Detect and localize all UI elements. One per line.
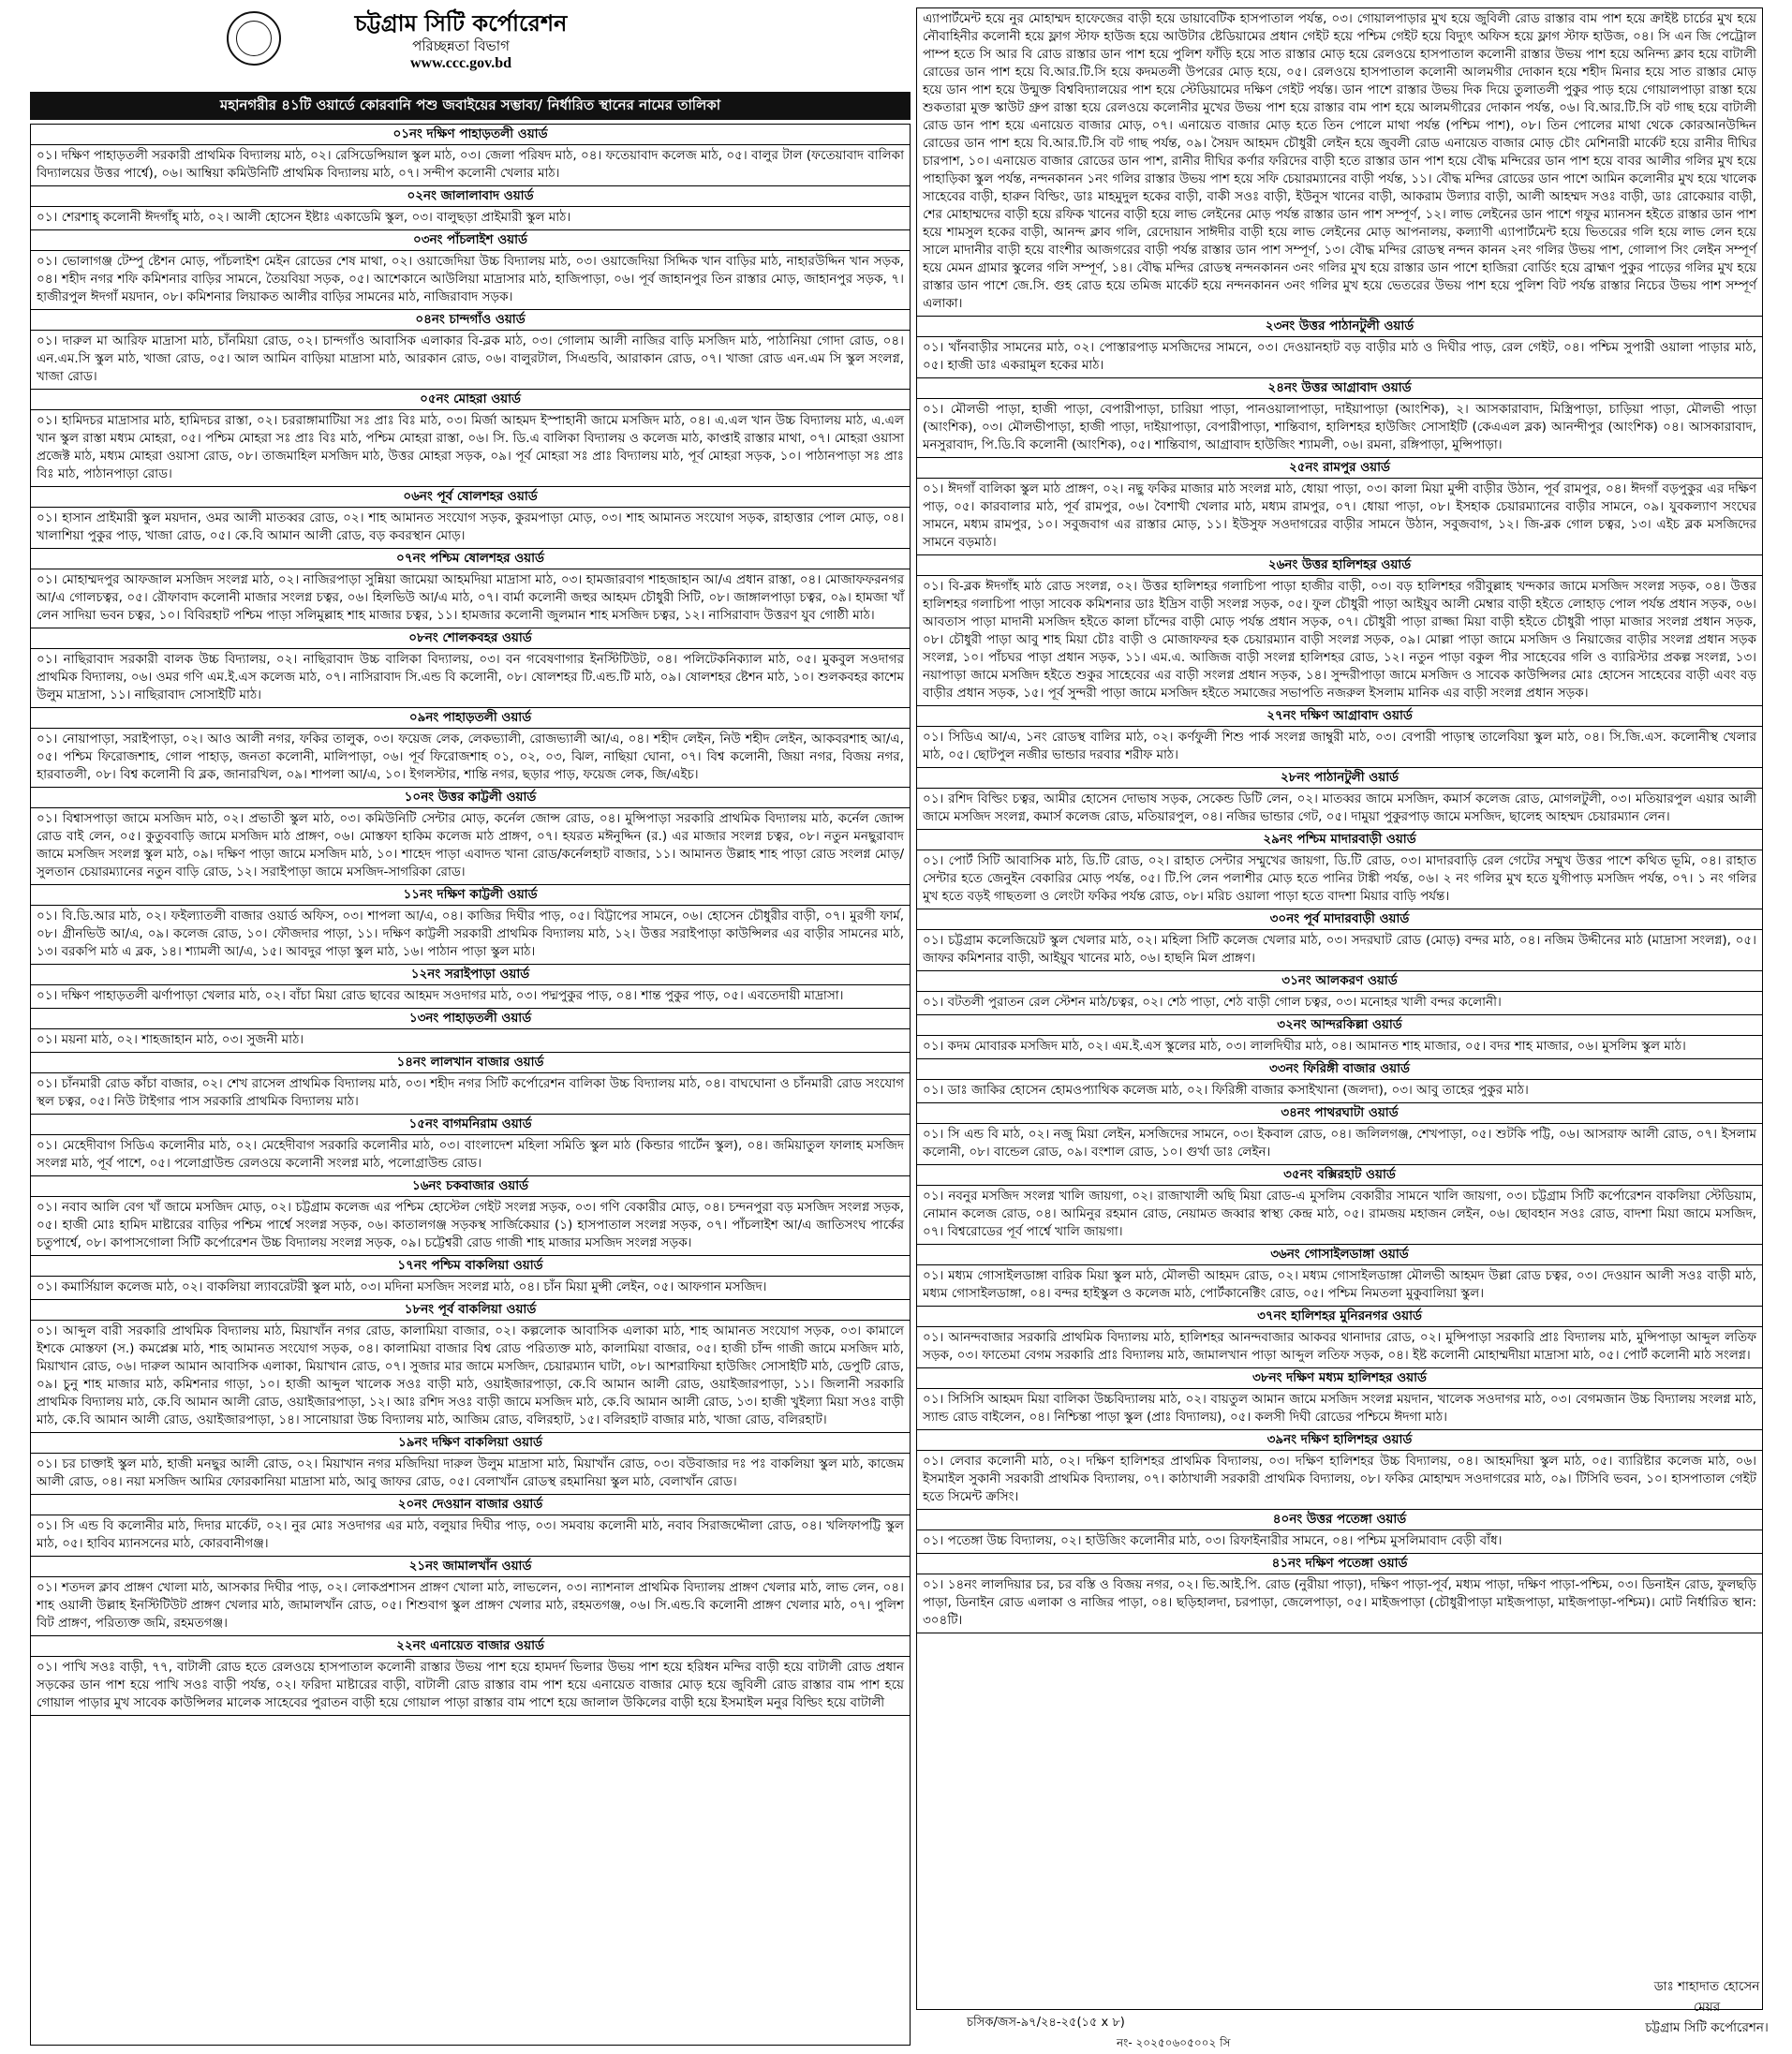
notice-page [30, 7, 1769, 2049]
ward-locations: ০১। কমার্সিয়াল কলেজ মাঠ, ০২। বাকলিয়া ল্যাবরেটরী স্কুল মাঠ, ০৩। মদিনা মসজিদ সংলগ্ন মাঠ, ০৪। চাঁন মিয়া মুন্সী লেইন, ০৫। আফগান মসজিদ। [31, 1277, 910, 1300]
memo-number: চসিক/জস-৯৭/২৪-২৫(১৫ x ৮) [967, 2016, 1125, 2030]
ward-title: ২৬নং উত্তর হালিশহর ওয়ার্ড [917, 555, 1762, 576]
ward-title: ২৭নং দক্ষিণ আগ্রাবাদ ওয়ার্ড [917, 706, 1762, 727]
ward-title: ১১নং দক্ষিণ কাট্টলী ওয়ার্ড [31, 885, 910, 906]
left-column [30, 124, 911, 2046]
ward-title: ৩০নং পূর্ব মাদারবাড়ী ওয়ার্ড [917, 909, 1762, 930]
ward-title: ০৮নং শোলকবহর ওয়ার্ড [31, 628, 910, 649]
ward-locations: ০১। পতেঙ্গা উচ্চ বিদ্যালয়, ০২। হাউজিং কলোনীর মাঠ, ০৩। রিফাইনারীর সামনে, ০৪। পশ্চিম মুসলিমাবাদ বেড়ী বাঁধ। [917, 1530, 1762, 1554]
ward-locations: ০১। সি এন্ড বি মাঠ, ০২। নজু মিয়া লেইন, মসজিদের সামনে, ০৩। ইকবাল রোড, ০৪। জলিলগঞ্জ, শেখপাড়া, ০৫। শুটকি পট্টি, ০৬। আসরাফ আলী রোড, ০৭। ইসলাম কলোনী, ০৮। বান্ডেল রোড, ০৯। বংশাল রোড, ১০। গুর্খা ডাঃ লেইন। [917, 1124, 1762, 1165]
ward-locations: ০১। পোর্ট সিটি আবাসিক মাঠ, ডি.টি রোড, ০২। রাহাত সেন্টার সম্মুখের জায়গা, ডি.টি রোড, ০৩। মাদারবাড়ি রেল গেটের সম্মুখ উত্তর পাশে কথিত ভূমি, ০৪। রাহাত সেন্টার হতে জেনুইন বেকারির মোড় পর্যন্ত, ০৫। টি.পি লেন পলাশীর মোড় হতে পানির টাঙ্কী পর্যন্ত, ০৬। ২ নং গলির মুখ হতে যুগীপাড় মসজিদ পর্যন্ত, ০৭। ১ নং গলির মুখ হতে বড়ই গাছতলা ও লেংটা ফকির পর্যন্ত রোড, ০৮। মরিচ ওয়ালা পাড়া হতে বাদশা মিয়ার বাড়ি পর্যন্ত। [917, 850, 1762, 909]
ward-title: ৩৬নং গোসাইলডাঙ্গা ওয়ার্ড [917, 1245, 1762, 1265]
ward-locations: ০১। মোহাম্মদপুর আফজাল মসজিদ সংলগ্ন মাঠ, ০২। নাজিরপাড়া সুন্নিয়া জামেয়া আহমদিয়া মাদ্রাসা মাঠ, ০৩। হামজারবাগ শাহজাহান আ/এ প্রধান রাস্তা, ০৪। মোজাফফরনগর আ/এ গোলচত্বর, ০৫। রৌফাবাদ কলোনী মাজার সংলগ্ন চত্বর, ০৬। হিলভিউ আ/এ মাঠ, ০৭। বার্মা কলোনী জহুর আহমদ চৌধুরী সিটি, ০৮। জাঙ্গালপাড়া চত্বর, ০৯। হামজা খাঁ লেন সাদিয়া ভবন চত্বর, ১০। বিবিরহাট পশ্চিম পাড়া সলিমুল্লাহ শাহ মাজার চত্বর, ১১। হামজার কলোনী জুলমান শাহ মসজিদ চত্বর, ১২। নাসিরাবাদ উত্তরণ যুব গোষ্ঠী মাঠ। [31, 569, 910, 628]
ward-locations: ০১। চট্টগ্রাম কলেজিয়েট স্কুল খেলার মাঠ, ০২। মহিলা সিটি কলেজ খেলার মাঠ, ০৩। সদরঘাট রোড (মোড়) বন্দর মাঠ, ০৪। নজিম উদ্দীনের মাঠ (মাদ্রাসা সংলগ্ন), ০৫। জাফর কমিশনার বাড়ী, আইয়ুব খানের মাঠ, ০৬। হাছনি মিল প্রাঙ্গণ। [917, 930, 1762, 971]
ward-title: ৩৩নং ফিরিঙ্গী বাজার ওয়ার্ড [917, 1059, 1762, 1080]
ward-title: ৪১নং দক্ষিণ পতেঙ্গা ওয়ার্ড [917, 1554, 1762, 1574]
ward-locations: ০১। দারুল মা আরিফ মাদ্রাসা মাঠ, চাঁনমিয়া রোড, ০২। চান্দগাঁও আবাসিক এলাকার বি-ব্লক মাঠ, ০৩। গোলাম আলী নাজির বাড়ি মসজিদ মাঠ, পাঠানিয়া গোদা রোড, ০৪। এন.এম.সি স্কুল মাঠ, খাজা রোড, ০৫। আল আমিন বাড়িয়া মাদ্রাসা মাঠ, আরকান রোড, ০৬। বালুরটাল, সিএন্ডবি, আরাকান রোড, ০৭। খাজা রোড এন.এম সি স্কুল সংলগ্ন, খাজা রোড। [31, 331, 910, 390]
ward-title: ০৫নং মোহরা ওয়ার্ড [31, 390, 910, 410]
ward-title: ২২নং এনায়েত বাজার ওয়ার্ড [31, 1636, 910, 1657]
ward-title: ২৮নং পাঠানটুলী ওয়ার্ড [917, 768, 1762, 789]
ward-locations: ০১। আনন্দবাজার সরকারি প্রাথমিক বিদ্যালয় মাঠ, হালিশহর আনন্দবাজার আকবর থানাদার রোড, ০২। মুন্সিপাড়া সরকারি প্রাঃ বিদ্যালয় মাঠ, মুন্সিপাড়া আব্দুল লতিফ সড়ক, ০৩। ফাতেমা বেগম সরকারি প্রাঃ বিদ্যালয় মাঠ, জামালখান পাড়া আব্দুল লতিফ সড়ক, ০৪। ইষ্ট কলোনী মোহাম্মদীয়া মাদ্রাসা মাঠ, ০৫। পোর্ট কলোনী মাঠ সংলগ্ন। [917, 1327, 1762, 1368]
ward-locations: ০১। শেরশাহ্ কলোনী ঈদগাঁহ্ মাঠ, ০২। আলী হোসেন ইষ্টাঃ একাডেমি স্কুল, ০৩। বালুছড়া প্রাইমারী স্কুল মাঠ। [31, 207, 910, 230]
ward-locations: ০১। ঈদগাঁ বালিকা স্কুল মাঠ প্রাঙ্গণ, ০২। নছু ফকির মাজার মাঠ সংলগ্ন মাঠ, ধোয়া পাড়া, ০৩। কালা মিয়া মুন্সী বাড়ীর উঠান, পূর্ব রামপুর, ০৪। ঈদগাঁ বড়পুকুর এর দক্ষিণ পাড়, ০৫। কারবালার মাঠ, পূর্ব রামপুর, ০৬। বৈশাখী খেলার মাঠ, মধ্যম রামপুর, ০৭। ধোয়া পাড়া, ০৮। ইসহাক চেয়ারম্যানের বাড়ীর সামনে, ০৯। যুবকল্যাণ সংঘের সামনে, মধ্যম রামপুর, ১০। সবুজবাগ এর রাস্তার মোড়, ১১। ইউসুফ সওদাগরের বাড়ীর সামনে উঠান, সবুজবাগ, ১২। জি-ব্লক গোল চত্বর, ১৩। এইচ ব্লক মসজিদের সামনে বড়মাঠ। [917, 479, 1762, 555]
title-banner: মহানগরীর ৪১টি ওয়ার্ডে কোরবানি পশু জবাইয়ের সম্ভাব্য/ নির্ধারিত স্থানের নামের তালিকা [30, 92, 911, 120]
org-block [292, 9, 629, 73]
ward-locations: ০১। সিডিএ আ/এ, ১নং রোডস্থ বালির মাঠ, ০২। কর্ণফুলী শিশু পার্ক সংলগ্ন জাম্বুরী মাঠ, ০৩। বেপারী পাড়াস্থ তালেবিয়া স্কুল মাঠ, ০৪। সি.জি.এস. কলোনীস্থ খেলার মাঠ, ০৫। ছোটপুল নজীর ভান্ডার দরবার শরীফ মাঠ। [917, 727, 1762, 768]
ward-title: ১২নং সরাইপাড়া ওয়ার্ড [31, 965, 910, 985]
org-name: চট্টগ্রাম সিটি কর্পোরেশন [354, 10, 568, 37]
ward-locations: এ্যাপার্টমেন্ট হয়ে নুর মোহাম্মদ হাফেজের বাড়ী হয়ে ডায়াবেটিক হাসপাতাল পর্যন্ত, ০৩। গোয়ালপাড়ার মুখ হয়ে জুবিলী রোড রাস্তার বাম পাশ হয়ে ক্রাইষ্ট চার্চের মুখ হয়ে নৌবাহিনীর কলোনী হয়ে ফ্লাগ স্টাফ হাউজ হয়ে আউটার ষ্টেডিয়ামের প্রধান গেইট হয়ে পশ্চিম গেইট হয়ে বিদ্যুৎ অফিস হয়ে ফ্লাগ স্টাফ হাউজ, ০৪। সি এন জি পেট্রোল পাম্প হতে সি আর বি রোড রাস্তার ডান পাশ হয়ে পুলিশ ফাঁড়ি হয়ে সাত রাস্তার মোড় হয়ে রেলওয়ে হাসপাতাল কলোনী রাস্তার উভয় পাশ হয়ে অনিন্দ্য ক্লাব হয়ে বাটালী রোডের ডান পাশ হয়ে বি.আর.টি.সি হয়ে কদমতলী উপরের মোড় হয়ে, ০৫। রেলওয়ে হাসপাতাল কলোনী আলমগীর দোকান হয়ে শহীদ মিনার হয়ে সাত রাস্তার মোড় হয়ে ডান পাশ হয়ে উন্মুক্ত বিশ্ববিদ্যালয়ের পাশ হয়ে স্টেডিয়ামের দক্ষিণ গেইট পর্যন্ত। ডান পাশে রাস্তার উভয় দিক দিয়ে তুলাতলী পুকুর পাড় হয়ে গোয়ালপাড়া রাস্তা হয়ে শুকতারা মুক্ত স্কাউট গ্রুপ রাস্তা হয়ে রেলওয়ে কলোনীর মুখের উভয় পাশ হয়ে রাস্তার বাম পাশ হয়ে আলমগীরের দোকান পর্যন্ত, ০৬। বি.আর.টি.সি বট গাছ হয়ে বাটালী রোড ডান পাশ হয়ে এনায়েত বাজার মোড়, ০৭। এনায়েত বাজার মোড় হতে তিন পোলে মাথা পর্যন্ত (পশ্চিম পাশ), ০৮। তিন পোলের মাথা থেকে কোরআনউদ্দিন রোডের ডান পাশ হয়ে বি.আর.টি.সি বট গাছ পর্যন্ত, ০৯। সৈয়দ আহমদ চৌধুরী লেইন হয়ে জুবলী রোড এনায়েত বাজার মোড় চৌং মেশিনারী মার্কেট হয়ে রানীর দীঘির চারপাশ, ১০। এনায়েত বাজার রোডের ডান পাশ, রানীর দীঘির কর্ণার ফরিদের বাড়ী হতে রাস্তার ডান পাশ হয়ে বৌদ্ধ মন্দিরের ডান পাশ হয়ে বাবর আলীর গলির মুখ হয়ে পাহাড়িকা স্কুল পর্যন্ত, নন্দনকানন ১নং গলির রাস্তার উভয় পাশ হয়ে সফি চেয়ারম্যানের বাড়ী পর্যন্ত, ১১। বৌদ্ধ মন্দির রোডের ডান পাশে আমিন কলোনীর মুখ হয়ে খালেক সাহেবের বাড়ী, হারুন বিল্ডিং, ডাঃ মাহমুদুল হকের বাড়ী, বাকী সওঃ বাড়ী, ইউনুস খানের বাড়ী, আকরাম উল্যার বাড়ী, আলী আহম্মদ সওঃ বাড়ী, ডাঃ রোকেয়ার বাড়ী, শের মোহাম্মদের বাড়ী হয়ে রফিক খানের বাড়ী হয়ে লাভ লেইনের মোড় পর্যন্ত রাস্তার ডান পাশ সম্পূর্ণ, ১২। লাভ লেইনের ডান পাশে গফুর ম্যানসন হইতে রাস্তার ডান পাশ হয়ে শামসুল হকের বাড়ী, আনন্দ ক্লাব গলি, রেদোয়ান সাঈদীর বাড়ী হয়ে লাভ লেইনের মোড় আপনালয়, কল্যাণী এ্যাপার্টমেন্ট হয়ে ভিতরের গলি হয়ে লাভ লেন হয়ে সালে মাদানীর বাড়ী হয়ে বাংশীর আজগরের বাড়ী পর্যন্ত রাস্তার ডান পাশ সম্পূর্ণ, ১৩। বৌদ্ধ মন্দির রোডস্থ নন্দন কানন ২নং গলির উভয় পাশ, গোলাপ সিং লেইন সম্পূর্ণ হয়ে মেমন গ্রামার স্কুলের গলি সম্পূর্ণ, ১৪। বৌদ্ধ মন্দির রোডস্থ নন্দনকানন ৩নং গলির মুখ হয়ে রাস্তার ডান পাশে হাজিরা বোর্ডিং হয়ে ব্রাহ্মণ পুকুর পাড়ের গলির মুখ হয়ে রাস্তার ডান পাশে জে.সি. গুহ রোড হয়ে তমিজ মার্কেট হয়ে নন্দনকানন ৩নং গলির মুখ হয়ে ভেতরের উভয় পাশ হয়ে পুলিশ বিট পর্যন্ত রাস্তার নিচের উভয় পাশ সম্পূর্ণ এলাকা। [917, 8, 1762, 317]
city-corporation-seal-icon [227, 11, 281, 66]
ward-locations: ০১। দক্ষিণ পাহাড়তলী ঝর্ণাপাড়া খেলার মাঠ, ০২। বাঁচা মিয়া রোড ছাবের আহমদ সওদাগর মাঠ, ০৩। পদ্মপুকুর পাড়, ০৪। শান্ত পুকুর পাড়, ০৫। এবতেদায়ী মাদ্রাসা। [31, 985, 910, 1009]
department-name: পরিচ্ছন্নতা বিভাগ [412, 37, 510, 54]
ward-locations: ০১। বি.ডি.আর মাঠ, ০২। ফইল্যাতলী বাজার ওয়ার্ড অফিস, ০৩। শাপলা আ/এ, ০৪। কাজির দিঘীর পাড়, ০৫। বিট্টাপের সামনে, ০৬। হোসেন চৌধুরীর বাড়ী, ০৭। মুরগী ফার্ম, ০৮। গ্রীনভিউ আ/এ, ০৯। কলেজ রোড, ১০। ফৌজদার পাড়া, ১১। দক্ষিণ কাট্টলী সরকারী প্রাথমিক বিদ্যালয় মাঠ, ১২। উত্তর সরাইপাড়া কাউন্সিলর এর বাড়ীর সামনের মাঠ, ১৩। বরকপি মাঠ এ ব্লক, ১৪। শ্যামলী আ/এ, ১৫। আবদুর পাড়া স্কুল মাঠ, ১৬। পাঠান পাড়া স্কুল মাঠ। [31, 906, 910, 965]
ward-locations: ০১। খাঁনবাড়ীর সামনের মাঠ, ০২। পোস্তারপাড় মসজিদের সামনে, ০৩। দেওয়ানহাট বড় বাড়ীর মাঠ ও দিঘীর পাড়, রেল গেইট, ০৪। পশ্চিম সুপারী ওয়ালা পাড়ার মাঠ, ০৫। হাজী ডাঃ একরামুল হকের মাঠ। [917, 337, 1762, 378]
ward-locations: ০১। হামিদচর মাদ্রাসার মাঠ, হামিদচর রাস্তা, ০২। চররাঙ্গামাটিয়া সঃ প্রাঃ বিঃ মাঠ, ০৩। মির্জা আহমদ ইস্পাহানী জামে মসজিদ মাঠ, ০৪। এ.এল খান উচ্চ বিদ্যালয় মাঠ, এ.এল খান স্কুল রাস্তা মধ্যম মোহরা, ০৫। পশ্চিম মোহরা সঃ প্রাঃ বিঃ মাঠ, পশ্চিম মোহরা রাস্তা, ০৬। সি. ডি.এ বালিকা বিদ্যালয় ও কলেজ মাঠ, কাপ্তাই রাস্তার মাথা, ০৭। মোহরা ওয়াসা প্রজেক্ট মাঠ, মধ্যম মোহরা ওয়াসা রোড, ০৮। তাজমাহিল মসজিদ মাঠ, উত্তর মোহরা সড়ক, ০৯। পূর্ব মোহরা সঃ প্রাঃ বিদ্যালয় মাঠ, পূর্ব মোহরা সড়ক, ১০। পাঠানপাড়া সঃ প্রাঃ বিঃ মাঠ, পাঠানপাড়া রোড। [31, 410, 910, 487]
ward-title: ০৬নং পূর্ব ষোলশহর ওয়ার্ড [31, 487, 910, 508]
ward-title: ২৩নং উত্তর পাঠানটুলী ওয়ার্ড [917, 317, 1762, 337]
ward-locations: ০১। ময়না মাঠ, ০২। শাহজাহান মাঠ, ০৩। সুজনী মাঠ। [31, 1029, 910, 1053]
ward-title: ০৭নং পশ্চিম ষোলশহর ওয়ার্ড [31, 549, 910, 569]
ward-locations: ০১। বি-ব্লক ঈদগাঁহ মাঠ রোড সংলগ্ন, ০২। উত্তর হালিশহর গলাচিপা পাড়া হাজীর বাড়ী, ০৩। বড় হালিশহর গরীবুল্লাহ খন্দকার জামে মসজিদ সংলগ্ন সড়ক, ০৪। উত্তর হালিশহর গলাচিপা পাড়া সাবেক কমিশনার ডাঃ ইদ্রিস বাড়ী সংলগ্ন সড়ক, ০৫। ফুল চৌধুরী পাড়া আইয়ুব আলী মেম্বার বাড়ী হইতে লোহাড় পোল পর্যন্ত প্রধান সড়ক, ০৬। আবতাস পাড়া মাদানী মসজিদ হইতে কালা চাঁন্দের বাড়ী মোড় পর্যন্ত প্রধান সড়ক, ০৭। চৌধুরী পাড়া রাজ্জা মিয়া বাড়ী হইতে চৌধুরী পাড়া মাজার সংলগ্ন প্রধান সড়ক, ০৮। চৌধুরী পাড়া আবু শাহ মিয়া চৌঃ বাড়ী ও মোজাফফর হক চেয়ারম্যান বাড়ী সংলগ্ন সড়ক, ০৯। মোল্লা পাড়া জামে মসজিদ ও নিয়াজের বাড়ীর সংলগ্ন প্রধান সড়ক সংলগ্ন, ১০। পাঁচঘর পাড়া প্রধান সড়ক, ১১। এম.এ. আজিজ বাড়ী সংলগ্ন হালিশহর রোড, ১২। নতুন পাড়া বকুল পীর সাহেবের গলি ও ব্যারিস্টার প্রকল্প সংলগ্ন, ১৩। নয়াপাড়া জামে মসজিদ হইতে শুকুর সাহেবের এর বাড়ী সংলগ্ন প্রধান সড়ক, ১৪। সুন্দরীপাড়া জামে মসজিদ ও সাবেক কাউন্সিলর মোঃ হোসেন সাহেবের বাড়ী এবং বড় বাড়ীর প্রধান সড়ক, ১৫। পূর্ব সুন্দরী পাড়া জামে মসজিদ হইতে সমাজের সভাপতি নজরুল ইসলাম মানিক এর বাড়ী সংলগ্ন প্রধান সড়ক। [917, 576, 1762, 706]
ward-title: ০২নং জালালাবাদ ওয়ার্ড [31, 186, 910, 207]
ward-title: ৩৯নং দক্ষিণ হালিশহর ওয়ার্ড [917, 1430, 1762, 1451]
ward-locations: ০১। সিসিসি আহমদ মিয়া বালিকা উচ্চবিদ্যালয় মাঠ, ০২। বায়তুল আমান জামে মসজিদ সংলগ্ন ময়দান, খালেক সওদাগর মাঠ, ০৩। বেগমজান উচ্চ বিদ্যালয় সংলগ্ন মাঠ, স্যান্ড রোড বাইলেন, ০৪। নিশ্চিন্তা পাড়া স্কুল (প্রাঃ বিদ্যালয়), ০৫। কলসী দিঘী রোডের পশ্চিমে ঈদগা মাঠ। [917, 1389, 1762, 1430]
ward-title: ৩৫নং বক্সিরহাট ওয়ার্ড [917, 1165, 1762, 1186]
ward-title: ৩২নং আন্দরকিল্লা ওয়ার্ড [917, 1015, 1762, 1036]
ward-title: ১৮নং পূর্ব বাকলিয়া ওয়ার্ড [31, 1300, 910, 1321]
ward-locations: ০১। চর চাক্তাই স্কুল মাঠ, হাজী মনছুর আলী রোড, ০২। মিয়াখান নগর মজিদিয়া দারুল উলুম মাদ্রাসা মাঠ, মিয়াখাঁন রোড, ০৩। বউবাজার দঃ পঃ বাকলিয়া স্কুল মাঠ, কাজেম আলী রোড, ০৪। নয়া মসজিদ আমির ফোরকানিয়া মাদ্রাসা মাঠ, আবু জাফর রোড, ০৫। বেলাখাঁন রোডস্থ রহমানিয়া স্কুল মাঠ, বেলাখাঁন রোড। [31, 1454, 910, 1495]
ward-title: ১৭নং পশ্চিম বাকলিয়া ওয়ার্ড [31, 1256, 910, 1277]
ward-title: ১৫নং বাগমনিরাম ওয়ার্ড [31, 1115, 910, 1135]
ward-locations: ০১। ডাঃ জাকির হোসেন হোমওপ্যাথিক কলেজ মাঠ, ০২। ফিরিঙ্গী বাজার কসাইখানা (জলদা), ০৩। আবু তাহের পুকুর মাঠ। [917, 1080, 1762, 1103]
ward-locations: ০১। সি এন্ড বি কলোনীর মাঠ, দিদার মার্কেট, ০২। নুর মোঃ সওদাগর এর মাঠ, বলুয়ার দিঘীর পাড়, ০৩। সমবায় কলোনী মাঠ, নবাব সিরাজদ্দৌলা রোড, ০৪। খলিফাপট্টি স্কুল মাঠ, ০৫। হাবিব ম্যানসনের মাঠ, কোরবানীগঞ্জ। [31, 1515, 910, 1557]
ward-title: ১৩নং পাহাড়তলী ওয়ার্ড [31, 1009, 910, 1029]
header [30, 7, 911, 113]
ward-locations: ০১। হাসান প্রাইমারী স্কুল ময়দান, ওমর আলী মাতব্বর রোড, ০২। শাহ আমানত সংযোগ সড়ক, কুরমপাড়া মোড়, ০৩। শাহ আমানত সংযোগ সড়ক, রাহাত্তার পোল মোড়, ০৪। খালাশিয়া পুকুর পাড়, খাজা রোড, ০৫। কে.বি আমান আলী রোড, বড় কবরস্থান মোড়। [31, 508, 910, 549]
ward-locations: ০১। নবাব আলি বেগ খাঁ জামে মসজিদ মোড়, ০২। চট্টগ্রাম কলেজ এর পশ্চিম হোস্টেল গেইট সংলগ্ন সড়ক, ০৩। গণি বেকারীর মোড়, ০৪। চন্দনপুরা বড় মসজিদ সংলগ্ন সড়ক, ০৫। হাজী মোঃ হামিদ মাষ্টারের বাড়ির পশ্চিম পার্শ্বে সংলগ্ন সড়ক, ০৬। কাতালগঞ্জ সড়কস্থ সার্জিকেয়ার (১) হাসপাতাল সংলগ্ন সড়ক, ০৭। পাঁচলাইশ আ/এ জাতিসংঘ পার্কের চতুপার্শ্বে, ০৮। কাপাসগোলা সিটি কর্পোরেশন উচ্চ বিদ্যালয় সংলগ্ন সড়ক, ০৯। চট্টেশ্বরী রোড গাজী শাহ মাজার মসজিদ সংলগ্ন সড়ক। [31, 1197, 910, 1256]
ward-title: ০৪নং চান্দগাঁও ওয়ার্ড [31, 310, 910, 331]
signer-name: ডাঃ শাহাদাত হোসেন [1653, 1979, 1760, 1994]
ward-locations: ০১। মধ্যম গোসাইলডাঙ্গা বারিক মিয়া স্কুল মাঠ, মৌলভী আহমদ রোড, ০২। মধ্যম গোসাইলডাঙ্গা মৌলভী আহমদ উল্লা রোড চত্বর, ০৩। দেওয়ান আলী সওঃ বাড়ী মাঠ, মধ্যম গোসাইলডাঙ্গা, ০৪। বন্দর হাইস্কুল ও কলেজ মাঠ, পোর্টকানেক্টিং রোড, ০৫। পশ্চিম নিমতলা মুকুবালিয়া স্কুল। [917, 1265, 1762, 1307]
ward-title: ২৪নং উত্তর আগ্রাবাদ ওয়ার্ড [917, 378, 1762, 399]
ward-title: ৪০নং উত্তর পতেঙ্গা ওয়ার্ড [917, 1510, 1762, 1530]
signature-block [1613, 1976, 1792, 2038]
ward-title: ৩১নং আলকরণ ওয়ার্ড [917, 971, 1762, 992]
ward-title: ২৯নং পশ্চিম মাদারবাড়ী ওয়ার্ড [917, 830, 1762, 850]
signer-title: মেয়র [1693, 2000, 1721, 2015]
ward-locations: ০১। চাঁনমারী রোড কাঁচা বাজার, ০২। শেখ রাসেল প্রাথমিক বিদ্যালয় মাঠ, ০৩। শহীদ নগর সিটি কর্পোরেশন বালিকা উচ্চ বিদ্যালয় মাঠ, ০৪। বাঘঘোনা ও চাঁনমারী রোড সংযোগ স্থল চত্বর, ০৫। নিউ টাইগার পাস সরকারি প্রাথমিক বিদ্যালয় মাঠ। [31, 1073, 910, 1115]
ward-title: ০৩নং পাঁচলাইশ ওয়ার্ড [31, 230, 910, 251]
ward-locations: ০১। বিশ্বাসপাড়া জামে মসজিদ মাঠ, ০২। প্রভাতী স্কুল মাঠ, ০৩। কমিউনিটি সেন্টার মোড়, কর্নেল জোন্স রোড, ০৪। মুন্সিপাড়া সরকারি প্রাথমিক বিদ্যালয় মাঠ, কর্নেল জোন্স রোড বাই লেন, ০৫। কুতুববাড়ি জামে মসজিদ মাঠ প্রাঙ্গণ, ০৬। মোস্তফা হাকিম কলেজ মাঠ প্রাঙ্গণ, ০৭। হযরত মঈনুদ্দিন (র.) এর মাজার সংলগ্ন চত্বর, ০৮। নতুন মনছুরাবাদ জামে মসজিদ সংলগ্ন স্কুল মাঠ, ০৯। দক্ষিণ পাড়া জামে মসজিদ মাঠ, ১০। শাহেদ পাড়া এবাদত খানা রোড/কর্নেলহাট বাজার, ১১। আমানত উল্লাহ শাহ পাড়া রোড সংলগ্ন মোড়/সুলতান চেয়ারম্যানের নতুন বাড়ি রোড, ১২। সরাইপাড়া জামে মসজিদ-সাগরিকা রোড। [31, 808, 910, 885]
ward-locations: ০১। নবনুর মসজিদ সংলগ্ন খালি জায়গা, ০২। রাজাখালী অছি মিয়া রোড-এ মুসলিম বেকারীর সামনে খালি জায়গা, ০৩। চট্টগ্রাম সিটি কর্পোরেশন বাকলিয়া স্টেডিয়াম, নোমান কলেজ রোড, ০৪। আমিনুর রহমান রোড, নেয়ামত জব্বার স্বাস্থ্য কেন্দ্র মাঠ, ০৫। রামজয় মহাজন লেইন, ০৬। ছোবহান সওঃ রোড, বাদশা মিয়া জামে মসজিদ, ০৭। বিশ্বরোডের পূর্ব পার্শ্বে খালি জায়গা। [917, 1186, 1762, 1245]
ward-locations: ০১। আব্দুল বারী সরকারি প্রাথমিক বিদ্যালয় মাঠ, মিয়াখাঁন নগর রোড, কালামিয়া বাজার, ০২। কল্পলোক আবাসিক এলাকা মাঠ, শাহ আমানত সংযোগ সড়ক, ০৩। কামালে ইশকে মোস্তফা (স.) কমপ্লেক্স মাঠ, শাহ আমানত সংযোগ সড়ক, ০৪। কালামিয়া বাজার বিশ্ব রোড পরিত্যক্ত মাঠ, কালামিয়া বাজার, ০৫। হাজী চাঁন্দ গাজী জামে মসজিদ মাঠ, মিয়াখান রোড, ০৬। দারুল আমান আবাসিক এলাকা, মিয়াখান রোড, ০৭। সুজার মার জামে মসজিদ, চেয়ারম্যান ঘাটা, ০৮। আশরাফিয়া হাউজিং সোসাইটি মাঠ, ডেপুটি রোড, ০৯। চুনু শাহ মাজার মাঠ, কমিশনার গাড়া, ১০। হাজী আব্দুল খালেক সওঃ বাড়ী মাঠ, ওয়াইজারপাড়া, কে.বি আমান আলী রোড, ওয়াইজারপাড়া, ১১। জিলানী সরকারি প্রাথমিক বিদ্যালয় মাঠ, কে.বি আমান আলী রোড, ওয়াইজারপাড়া, ১২। আঃ রশিদ সওঃ বাড়ী জামে মসজিদ মাঠ, কে.বি আমান আলী রোড, ১৩। হাজী খুইল্যা মিয়া সওঃ বাড়ী মাঠ, কে.বি আমান আলী রোড, ওয়াইজারপাড়া, ১৪। সানোয়ারা উচ্চ বিদ্যালয় মাঠ, আজিম রোড, বলিরহাট, ১৫। বলিরহাট বাজার মাঠ, খাজা রোড, বলিরহাট। [31, 1321, 910, 1433]
ward-title: ১৬নং চকবাজার ওয়ার্ড [31, 1176, 910, 1197]
ward-locations: ০১। নোয়াপাড়া, সরাইপাড়া, ০২। আও আলী নগর, ফকির তালুক, ০৩। ফয়েজ লেক, লেকভ্যালী, রোজভ্যালী আ/এ, ০৪। শহীদ লেইন, নিউ শহীদ লেইন, আকবরশাহ আ/এ, ০৫। পশ্চিম ফিরোজশাহ, গোল পাহাড়, জনতা কলোনী, মালিপাড়া, ০৬। পূর্ব ফিরোজশাহ ০১, ০২, ০৩, ঝিল, নাছিয়া ঘোনা, ০৭। বিশ্ব কলোনী, জিয়া নগর, বিজয় নগর, হারবাতলী, ০৮। বিশ্ব কলোনী বি ব্লক, জানারখিল, ০৯। শাপলা আ/এ, ১০। ইগলস্টার, শান্তি নগর, ছড়ার পাড়, ফয়েজ লেক, জি/এইচ। [31, 729, 910, 788]
ward-title: ৩৭নং হালিশহর মুনিরনগর ওয়ার্ড [917, 1307, 1762, 1327]
ward-locations: ০১। নাছিরাবাদ সরকারী বালক উচ্চ বিদ্যালয়, ০২। নাছিরাবাদ উচ্চ বালিকা বিদ্যালয়, ০৩। বন গবেষণাগার ইনস্টিটিউট, ০৪। পলিটেকনিক্যাল মাঠ, ০৫। মুকবুল সওদাগর প্রাথমিক বিদ্যালয়, ০৬। ওমর গণি এম.ই.এস কলেজ মাঠ, ০৭। নাসিরাবাদ সি.এন্ড বি কলোনী, ০৮। ষোলশহর টি.এন্ড.টি মাঠ, ০৯। ষোলশহর ষ্টেশন মাঠ, ১০। শুলকবহর কাশেম উলুম মাদ্রাসা, ১১। নাছিরাবাদ সোসাইটি মাঠ। [31, 649, 910, 708]
ward-title: ২১নং জামালখাঁন ওয়ার্ড [31, 1557, 910, 1577]
ward-locations: ০১। ভোলাগঞ্জ টেম্পু ষ্টেশন মোড়, পাঁচলাইশ মেইন রোডের শেষ মাথা, ০২। ওয়াজেদিয়া উচ্চ বিদ্যালয় মাঠ, ০৩। ওয়াজেদিয়া সিদ্দিক খান বাড়ির মাঠ, নাহারউদ্দিন খান সড়ক, ০৪। শহীদ নগর শফি কমিশনার বাড়ির সামনে, তৈয়বিয়া সড়ক, ০৫। আশেকানে আউলিয়া মাদ্রাসার মাঠ, হাজিপাড়া, ০৬। পূর্ব জাহানপুর তিন রাস্তার মোড়, জাহানপুর সড়ক, ৭। হাজীরপুল ঈদগাঁ ময়দান, ০৮। কমিশনার লিয়াকত আলীর বাড়ির সামনের মাঠ, নাজিরাবাদ সড়ক। [31, 251, 910, 310]
ward-locations: ০১। রশিদ বিল্ডিং চত্বর, আমীর হোসেন দোভাষ সড়ক, সেকেন্ড ডিটি লেন, ০২। মাতব্বর জামে মসজিদ, কমার্স কলেজ রোড, মোগলটুলী, ০৩। মতিয়ারপুল এয়ার আলী জামে মসজিদ সংলগ্ন, কমার্স কলেজ রোড, মতিয়ারপুল, ০৪। নজির ভান্ডার গেট, ০৫। দামুয়া পুকুরপাড় জামে মসজিদ, ছালেহ আহম্মদ চেয়ারম্যান লেন। [917, 789, 1762, 830]
ward-locations: ০১। শতদল ক্লাব প্রাঙ্গণ খোলা মাঠ, আসকার দিঘীর পাড়, ০২। লোকপ্রশাসন প্রাঙ্গণ খোলা মাঠ, লাভলেন, ০৩। ন্যাশনাল প্রাথমিক বিদ্যালয় প্রাঙ্গণ খেলার মাঠ, লাভ লেন, ০৪। শাহ ওয়ালী উল্লাহ ইনস্টিটিউট প্রাঙ্গণ খেলার মাঠ, জামালখাঁন রোড, ০৫। শিশুবাগ স্কুল প্রাঙ্গণ খেলার মাঠ, রহমতগঞ্জ, ০৬। সি.এন্ড.বি কলোনী প্রাঙ্গণ খেলার মাঠ, ০৭। পুলিশ বিট প্রাঙ্গণ, পরিত্যক্ত জমি, রহমতগঞ্জ। [31, 1577, 910, 1636]
ward-locations: ০১। পাখি সওঃ বাড়ী, ৭৭, বাটালী রোড হতে রেলওয়ে হাসপাতাল কলোনী রাস্তার উভয় পাশ হয়ে হামদর্দ ভিলার উভয় পাশ হয়ে হরিধন মন্দির বাড়ী হয়ে বাটালী রোড প্রধান সড়কের ডান পাশ হয়ে পাখি সওঃ বাড়ী পর্যন্ত, ০২। ফরিদা মাষ্টারের বাড়ী, বাটালী রোড রাস্তার বাম পাশ হয়ে এনায়েত বাজার মোড় হয়ে জুবিলী রোড রাস্তার বাম পাশ হয়ে গোয়াল পাড়ার মুখ সাবেক কাউন্সিলর মালেক সাহেবের পুরাতন বাড়ী হয়ে গোয়াল পাড়া রাস্তার বাম পাশে হয়ে জালাল উকিলের বাড়ী হয়ে ইসমাইল মনুর বিল্ডিং হয়ে বাটালী [31, 1657, 910, 1716]
ward-title: ১৯নং দক্ষিণ বাকলিয়া ওয়ার্ড [31, 1433, 910, 1454]
right-column [916, 7, 1763, 2010]
ward-locations: ০১। ১৪নং লালদিয়ার চর, চর বস্তি ও বিজয় নগর, ০২। ভি.আই.পি. রোড (নুরীয়া পাড়া), দক্ষিণ পাড়া-পূর্ব, মধ্যম পাড়া, দক্ষিণ পাড়া-পশ্চিম, ০৩। ডিনাইন রোড, ফুলছড়ি পাড়া, ডিনাইন রোড এলাকা ও নাজির পাড়া, ০৪। ছড়িহালদা, চরপাড়া, জেলেপাড়া, ০৫। মাইজপাড়া (চৌধুরীপাড়া মাইজপাড়া, মাইজপাড়া-পশ্চিম)। মোট নির্ধারিত স্থান: ৩০৪টি। [917, 1574, 1762, 1633]
ward-title: ২৫নং রামপুর ওয়ার্ড [917, 458, 1762, 479]
ward-locations: ০১। লেবার কলোনী মাঠ, ০২। দক্ষিণ হালিশহর প্রাথমিক বিদ্যালয়, ০৩। দক্ষিণ হালিশহর উচ্চ বিদ্যালয়, ০৪। আহমদিয়া স্কুল মাঠ, ০৫। ব্যারিষ্টার কলেজ মাঠ, ০৬। ইসমাইল সুকানী সরকারী প্রাথমিক বিদ্যালয়, ০৭। কাঠাখালী সরকারী প্রাথমিক বিদ্যালয়, ০৮। ফকির মোহাম্মদ সওদাগরের মাঠ, ০৯। টিসিবি ভবন, ১০। হাসপাতাল গেইট হতে সিমেন্ট ক্রসিং। [917, 1451, 1762, 1510]
ward-locations: ০১। দক্ষিণ পাহাড়তলী সরকারী প্রাথমিক বিদ্যালয় মাঠ, ০২। রেসিডেন্সিয়াল স্কুল মাঠ, ০৩। জেলা পরিষদ মাঠ, ০৪। ফতেয়াবাদ কলেজ মাঠ, ০৫। বালুর টাল (ফতেয়াবাদ বালিকা বিদ্যালয়ের উত্তর পার্শ্বে), ০৬। আম্বিয়া কমিউনিটি প্রাথমিক বিদ্যালয় মাঠ, ০৭। সন্দীপ কলোনী খেলার মাঠ। [31, 145, 910, 186]
ward-title: ২০নং দেওয়ান বাজার ওয়ার্ড [31, 1495, 910, 1515]
ward-title: ৩৮নং দক্ষিণ মধ্যম হালিশহর ওয়ার্ড [917, 1368, 1762, 1389]
ward-title: ০১নং দক্ষিণ পাহাড়তলী ওয়ার্ড [31, 125, 910, 145]
ward-locations: ০১। কদম মোবারক মসজিদ মাঠ, ০২। এম.ই.এস স্কুলের মাঠ, ০৩। লালদিঘীর মাঠ, ০৪। আমানত শাহ মাজার, ০৫। বদর শাহ মাজার, ০৬। মুসলিম স্কুল মাঠ। [917, 1036, 1762, 1059]
signer-org: চট্টগ্রাম সিটি কর্পোরেশন। [1645, 2020, 1769, 2035]
ward-title: ১০নং উত্তর কাট্টলী ওয়ার্ড [31, 788, 910, 808]
reference-number: নং- ২০২৫০৬০৫০০২ সি [1117, 2036, 1231, 2049]
ward-title: ১৪নং লালখান বাজার ওয়ার্ড [31, 1053, 910, 1073]
ward-title: ৩৪নং পাথরঘাটা ওয়ার্ড [917, 1103, 1762, 1124]
ward-locations: ০১। মৌলভী পাড়া, হাজী পাড়া, বেপারীপাড়া, চারিয়া পাড়া, পানওয়ালাপাড়া, দাইয়াপাড়া (আংশিক), ২। আসকারাবাদ, মিস্ত্রিপাড়া, চাড়িয়া পাড়া, মৌলভী পাড়া (আংশিক), ০৩। মৌলভীপাড়া, হাজী পাড়া, দাইয়াপাড়া, বেপারীপাড়া, শান্তিবাগ, হালিশহর হাউজিং সোসাইটি (কেএএল ব্লক) আনন্দীপুর (আংশিক) ০৪। আসকারাবাদ, মনসুরাবাদ, পি.ডি.বি কলোনী (আংশিক), ০৫। শান্তিবাগ, আগ্রাবাদ হাউজিং শ্যামলী, ০৬। রমনা, রঙ্গিপাড়া, মুন্সিপাড়া। [917, 399, 1762, 458]
ward-locations: ০১। বটতলী পুরাতন রেল স্টেশন মাঠ/চত্বর, ০২। শেঠ পাড়া, শেঠ বাড়ী গোল চত্বর, ০৩। মনোহর খালী বন্দর কলোনী। [917, 992, 1762, 1015]
ward-title: ০৯নং পাহাড়তলী ওয়ার্ড [31, 708, 910, 729]
website-link[interactable]: www.ccc.gov.bd [410, 55, 511, 71]
ward-locations: ০১। মেহেদীবাগ সিডিএ কলোনীর মাঠ, ০২। মেহেদীবাগ সরকারি কলোনীর মাঠ, ০৩। বাংলাদেশ মহিলা সমিতি স্কুল মাঠ (কিন্ডার গার্টেন স্কুল), ০৪। জমিয়াতুল ফালাহ মসজিদ সংলগ্ন মাঠ, পূর্ব পাশে, ০৫। পলোগ্রাউন্ড রেলওয়ে কলোনী সংলগ্ন মাঠ, পলোগ্রাউন্ড রোড। [31, 1135, 910, 1176]
